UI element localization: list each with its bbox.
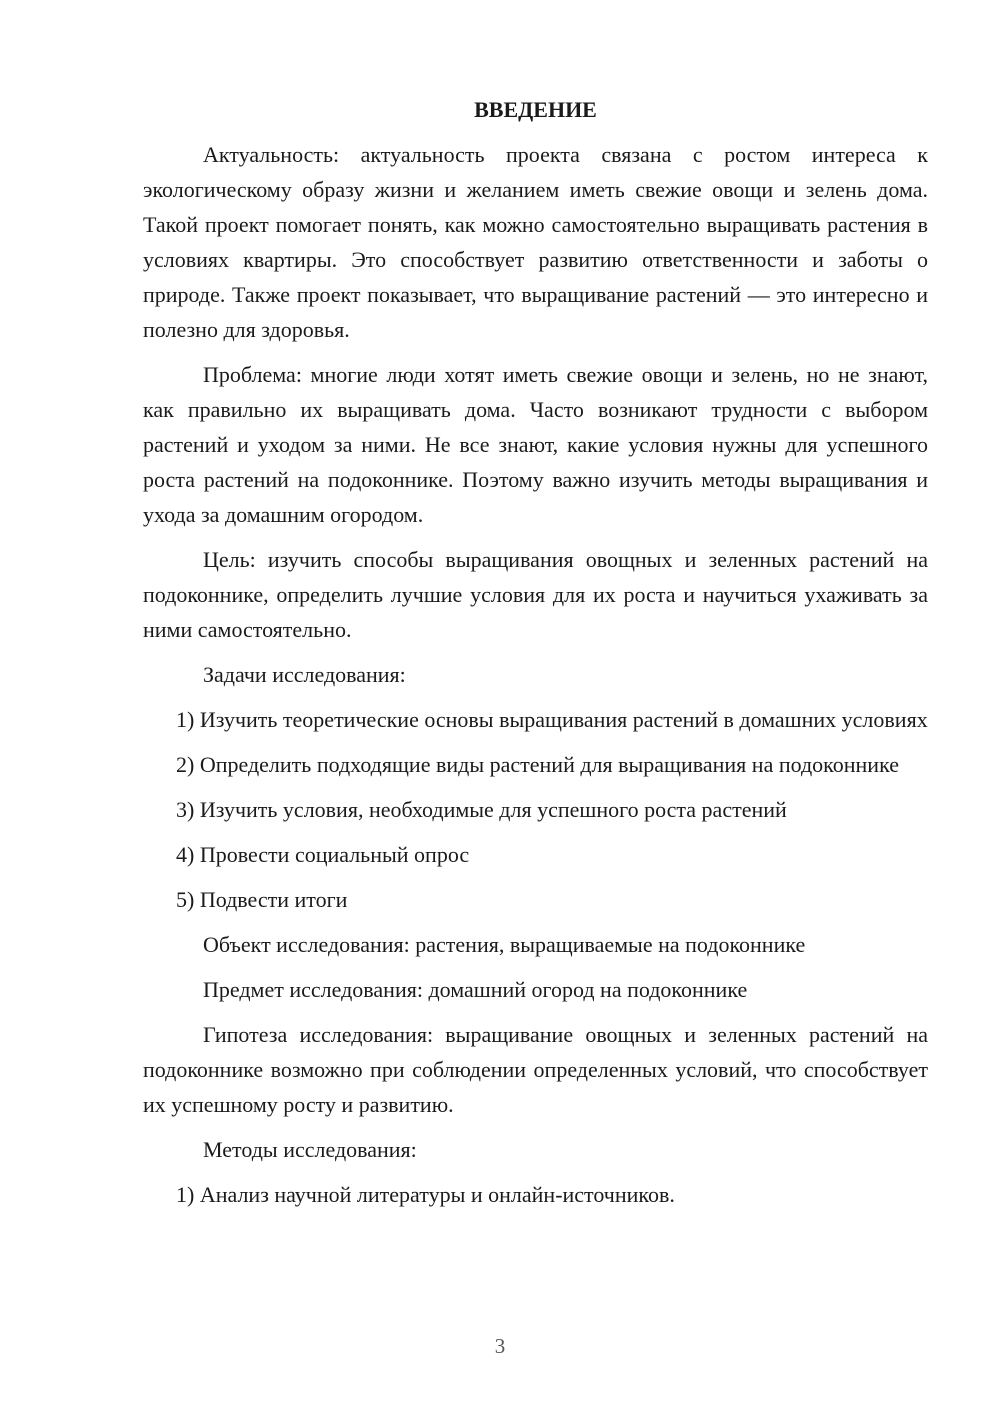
relevance-paragraph: Актуальность: актуальность проекта связана с ростом интереса к экологическому образу жизни и желанием иметь свежие овощи и зелень дома. Такой проект помогает понять, как можно самостоятельно выращивать растения в условиях квартиры. Это способствует развитию ответственности и заботы о природе. Также проект показывает, что выращивание растений — это интересно и полезно для здоровья. [143,142,928,342]
task-item: 1) Изучить теоретические основы выращивания растений в домашних условиях [176,707,928,732]
page-title: ВВЕДЕНИЕ [474,97,597,122]
methods-heading: Методы исследования: [203,1137,417,1162]
task-item: 2) Определить подходящие виды растений для выращивания на подоконнике [176,752,899,777]
document-body [143,96,928,1222]
page-number: 3 [494,1334,506,1358]
method-item: 1) Анализ научной литературы и онлайн-источников. [176,1182,675,1207]
task-item: 4) Провести социальный опрос [176,842,470,867]
task-item: 3) Изучить условия, необходимые для успешного роста растений [176,797,787,822]
task-item: 5) Подвести итоги [176,887,348,912]
problem-paragraph: Проблема: многие люди хотят иметь свежие овощи и зелень, но не знают, как правильно их выращивать дома. Часто возникают трудности с выбором растений и уходом за ними. Не все знают, какие условия нужны для успешного роста растений на подоконнике. Поэтому важно изучить методы выращивания и ухода за домашним огородом. [143,362,928,527]
goal-paragraph: Цель: изучить способы выращивания овощных и зеленных растений на подоконнике, определить лучшие условия для их роста и научиться ухаживать за ними самостоятельно. [143,547,928,642]
research-subject: Предмет исследования: домашний огород на подоконнике [203,977,748,1002]
tasks-heading: Задачи исследования: [203,662,406,687]
research-object: Объект исследования: растения, выращиваемые на подоконнике [203,932,806,957]
hypothesis-paragraph: Гипотеза исследования: выращивание овощных и зеленных растений на подоконнике возможно при соблюдении определенных условий, что способствует их успешному росту и развитию. [143,1022,928,1117]
